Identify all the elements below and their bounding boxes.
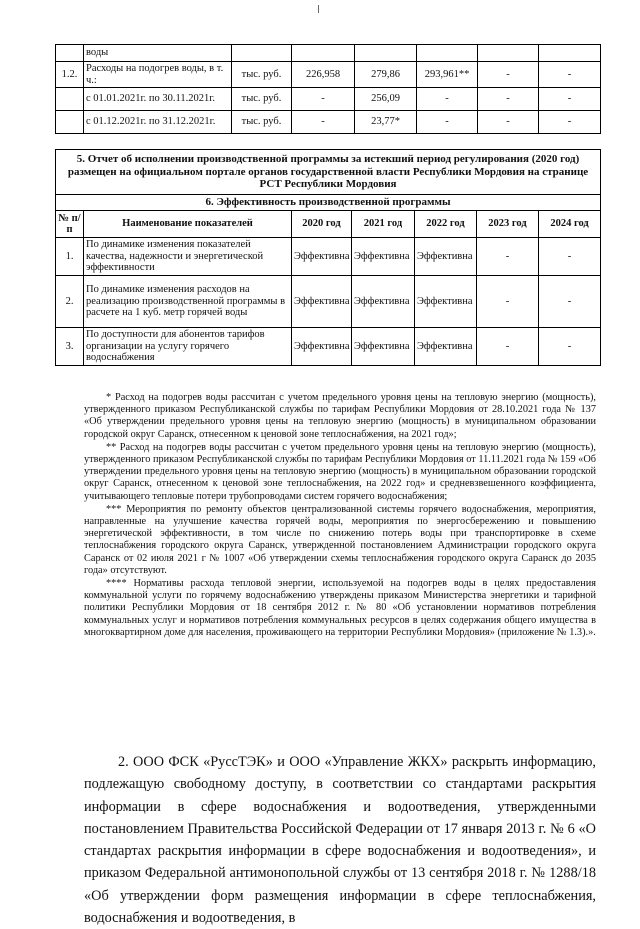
header-num: № п/п <box>56 211 84 238</box>
header-2022: 2022 год <box>415 211 477 238</box>
row-unit: тыс. руб. <box>232 111 292 134</box>
section-5-heading: 5. Отчет об исполнении производственной программы за истекший период регулирования (2020 год) размещен на официальном портале органов государственной власти Республики Мордовия на странице РСТ Республики Мордовия <box>56 150 601 195</box>
cell-2020: Эффективна <box>292 238 352 276</box>
row-name: По динамике изменения показателей качества, надежности и энергетической эффективности <box>84 238 292 276</box>
cell-2024 <box>539 45 601 62</box>
cell-2023: - <box>477 276 539 328</box>
paragraph-2: 2. ООО ФСК «РуссТЭК» и ООО «Управление ЖКХ» раскрыть информацию, подлежащую свободному доступу, в соответствии со стандартами раскрытия информации в сфере водоснабжения и водоотведения, утвержденными постановлением Правительства Российской Федерации от 17 января 2013 г. № 6 «О стандартах раскрытия информации в сфере водоснабжения и водоотведения», и приказом Федеральной антимонопольной службы от 13 сентября 2018 г. № 1288/18 «Об утверждении форм размещения информации в сфере теплоснабжения, водоснабжения и водоотведения, в <box>84 754 596 927</box>
cell-2022: Эффективна <box>415 276 477 328</box>
cell-2022: - <box>417 88 478 111</box>
cell-2021: 279,86 <box>355 62 417 88</box>
cell-2023 <box>478 45 539 62</box>
row-name: с 01.01.2021г. по 30.11.2021г. <box>84 88 232 111</box>
row-num: 1.2. <box>56 62 84 88</box>
table-header-row <box>56 211 601 238</box>
header-name: Наименование показателей <box>84 211 292 238</box>
row-name: По динамике изменения расходов на реализацию производственной программы в расчете на 1 куб. метр горячей воды <box>84 276 292 328</box>
cell-2021: Эффективна <box>352 328 415 366</box>
cell-2021: Эффективна <box>352 238 415 276</box>
row-num <box>56 45 84 62</box>
table-row <box>56 45 601 62</box>
expenses-table <box>55 44 601 134</box>
header-2023: 2023 год <box>477 211 539 238</box>
cell-2024: - <box>539 276 601 328</box>
cell-2020: Эффективна <box>292 328 352 366</box>
header-2024: 2024 год <box>539 211 601 238</box>
cell-2023: - <box>478 111 539 134</box>
cell-2022: - <box>417 111 478 134</box>
row-name: По доступности для абонентов тарифов организации на услугу горячего водоснабжения <box>84 328 292 366</box>
cell-2024: - <box>539 62 601 88</box>
row-unit: тыс. руб. <box>232 62 292 88</box>
footnotes <box>84 392 596 640</box>
cell-2021: 256,09 <box>355 88 417 111</box>
cell-2020: Эффективна <box>292 276 352 328</box>
table-row <box>56 238 601 276</box>
table-row <box>56 62 601 88</box>
cell-2021: Эффективна <box>352 276 415 328</box>
cell-2022 <box>417 45 478 62</box>
row-name: Расходы на подогрев воды, в т. ч.: <box>84 62 232 88</box>
cell-2024: - <box>539 111 601 134</box>
cell-2023: - <box>477 328 539 366</box>
cell-2023: - <box>478 88 539 111</box>
main-paragraph-block <box>84 751 596 929</box>
row-num: 1. <box>56 238 84 276</box>
row-name: с 01.12.2021г. по 31.12.2021г. <box>84 111 232 134</box>
cell-2020 <box>292 45 355 62</box>
header-2021: 2021 год <box>352 211 415 238</box>
cell-2022: Эффективна <box>415 238 477 276</box>
cell-2024: - <box>539 88 601 111</box>
cell-2022: Эффективна <box>415 328 477 366</box>
row-unit: тыс. руб. <box>232 88 292 111</box>
row-num: 3. <box>56 328 84 366</box>
cell-2020: - <box>292 111 355 134</box>
footnote-1: * Расход на подогрев воды рассчитан с учетом предельного уровня цены на тепловую энергию (мощность), утвержденного приказом Республиканской службы по тарифам Республики Мордовия от 28.10.2021 года № 137 «Об утверждении предельного уровня цены на тепловую энергию (мощность) в муниципальном образовании городской округ Саранск, отнесенном к ценовой зоне теплоснабжения, на 2021 год»; <box>84 392 596 440</box>
footnote-2: ** Расход на подогрев воды рассчитан с учетом предельного уровня цены на тепловую энергию (мощность), утвержденного приказом Республиканской службы по тарифам Республики Мордовия от 11.11.2021 года № 159 «Об утверждении предельного уровня цены на тепловую энергию (мощность) в муниципальном образовании городской округ Саранск, отнесенном к ценовой зоне теплоснабжения, на 2022 год» и средневзвешенного коэффициента, учитывающего тепловые потери трубопроводами систем горячего водоснабжения; <box>84 441 596 502</box>
row-num <box>56 88 84 111</box>
cell-2020: - <box>292 88 355 111</box>
header-2020: 2020 год <box>292 211 352 238</box>
table-row <box>56 328 601 366</box>
table-row <box>56 111 601 134</box>
cell-2024: - <box>539 328 601 366</box>
table-row <box>56 276 601 328</box>
cell-2020: 226,958 <box>292 62 355 88</box>
efficiency-table <box>55 149 601 366</box>
table-row <box>56 88 601 111</box>
page-top-mark <box>318 5 319 13</box>
cell-2023: - <box>477 238 539 276</box>
section-6-heading: 6. Эффективность производственной программы <box>56 194 601 211</box>
cell-2021: 23,77* <box>355 111 417 134</box>
cell-2023: - <box>478 62 539 88</box>
row-unit <box>232 45 292 62</box>
cell-2022: 293,961** <box>417 62 478 88</box>
footnote-3: *** Мероприятия по ремонту объектов централизованной системы горячего водоснабжения, мероприятия, направленные на улучшение качества горячей воды, мероприятия по энергосбережению и повышению энергетической эффективности, в том числе по снижению потерь воды при транспортировке в схеме теплоснабжения городского округа Саранск, утвержденной постановлением Администрации городского округа Саранск от 02 июля 2021 г № 1007 «Об утверждении схемы теплоснабжения городского округа Саранск до 2035 года» отсутствуют. <box>84 503 596 576</box>
cell-2024: - <box>539 238 601 276</box>
row-num: 2. <box>56 276 84 328</box>
row-num <box>56 111 84 134</box>
row-name: воды <box>84 45 232 62</box>
cell-2021 <box>355 45 417 62</box>
footnote-4: **** Нормативы расхода тепловой энергии, используемой на подогрев воды в целях предоставления коммунальной услуги по горячему водоснабжению утверждены приказом Министерства энергетики и тарифной политики Республики Мордовия от 18 сентября 2012 г. № 80 «Об установлении нормативов потребления коммунальных услуг и нормативов потребления коммунальных ресурсов в целях содержания общего имущества в многоквартирном доме для населения, проживающего на территории Республики Мордовия» (приложение № 1.3).». <box>84 578 596 638</box>
